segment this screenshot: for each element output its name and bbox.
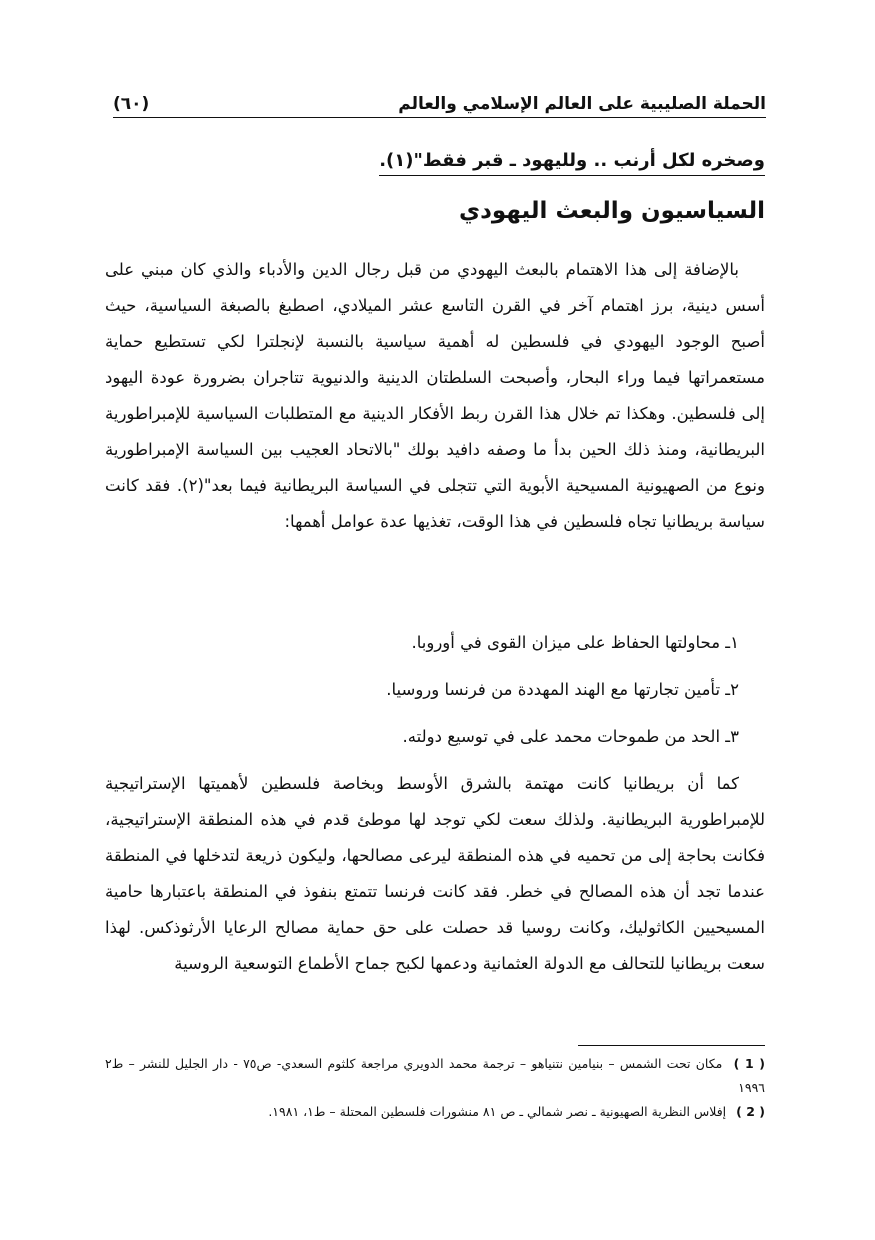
page-number: (٦٠) bbox=[113, 94, 150, 114]
running-title: الحملة الصليبية على العالم الإسلامي والعالم bbox=[398, 94, 766, 114]
footnote-mark: ( 1 ) bbox=[733, 1056, 765, 1071]
footnote-text: إفلاس النظرية الصهيونية ـ نصر شمالي ـ ص ٨١ منشورات فلسطين المحتلة – ط١، ١٩٨١. bbox=[268, 1104, 727, 1119]
factors-list bbox=[205, 625, 765, 766]
footnote-separator bbox=[578, 1045, 765, 1046]
footnote bbox=[105, 1100, 765, 1124]
body-paragraph-2 bbox=[105, 766, 765, 982]
footnote-text: مكان تحت الشمس – بنيامين نتنياهو – ترجمة محمد الدويري مراجعة كلثوم السعدي- ص٧٥ - دار الجليل للنشر – ط٢ ١٩٩٦ bbox=[105, 1056, 765, 1095]
footnote bbox=[105, 1052, 765, 1100]
footnote-mark: ( 2 ) bbox=[736, 1104, 765, 1119]
paragraph-text: كما أن بريطانيا كانت مهتمة بالشرق الأوسط وبخاصة فلسطين لأهميتها الإستراتيجية للإمبراطورية البريطانية. ولذلك سعت لكي توجد لها موطئ قدم في هذه المنطقة الإستراتيجية، فكانت بحاجة إلى من تحميه في هذه المنطقة ليرعى مصالحها، وليكون ذريعة لتدخلها في المنطقة عندما تجد أن هذه المصالح في خطر. فقد كانت فرنسا تتمتع بنفوذ في المنطقة باعتبارها حامية المسيحيين الكاثوليك، وكانت روسيا قد حصلت على حق حماية مصالح الرعايا الأرثوذكس. لهذا سعت بريطانيا للتحالف مع الدولة العثمانية ودعمها لكبح جماح الأطماع التوسعية الروسية bbox=[105, 774, 765, 973]
list-item: ٢ـ تأمين تجارتها مع الهند المهددة من فرنسا وروسيا. bbox=[386, 680, 739, 699]
footnotes bbox=[105, 1052, 765, 1124]
list-item: ١ـ محاولتها الحفاظ على ميزان القوى في أوروبا. bbox=[411, 633, 739, 652]
section-heading: السياسيون والبعث اليهودي bbox=[459, 198, 765, 224]
quote-tail: وصخره لكل أرنب .. ولليهود ـ قبر فقط"(١). bbox=[379, 150, 765, 176]
list-item: ٣ـ الحد من طموحات محمد على في توسيع دولته. bbox=[402, 727, 739, 746]
page-header bbox=[113, 88, 766, 118]
paragraph-text: بالإضافة إلى هذا الاهتمام بالبعث اليهودي من قبل رجال الدين والأدباء والذي كان مبني على أسس دينية، برز اهتمام آخر في القرن التاسع عشر الميلادي، اصطبغ بالصبغة السياسية، حيث أصبح الوجود اليهودي في فلسطين له أهمية سياسية بالنسبة لإنجلترا لكي تستطيع حماية مستعمراتها فيما وراء البحار، وأصبحت السلطتان الدينية والدنيوية تتاجران بضرورة عودة اليهود إلى فلسطين. وهكذا تم خلال هذا القرن ربط الأفكار الدينية مع المتطلبات السياسية للإمبراطورية البريطانية، ومنذ ذلك الحين بدأ ما وصفه دافيد بولك "بالاتحاد العجيب بين السياسة الإمبراطورية ونوع من الصهيونية المسيحية الأبوية التي تتجلى في السياسة البريطانية فيما بعد"(٢). فقد كانت سياسة بريطانيا تجاه فلسطين في هذا الوقت، تغذيها عدة عوامل أهمها: bbox=[105, 260, 765, 531]
body-paragraph-1 bbox=[105, 252, 765, 540]
